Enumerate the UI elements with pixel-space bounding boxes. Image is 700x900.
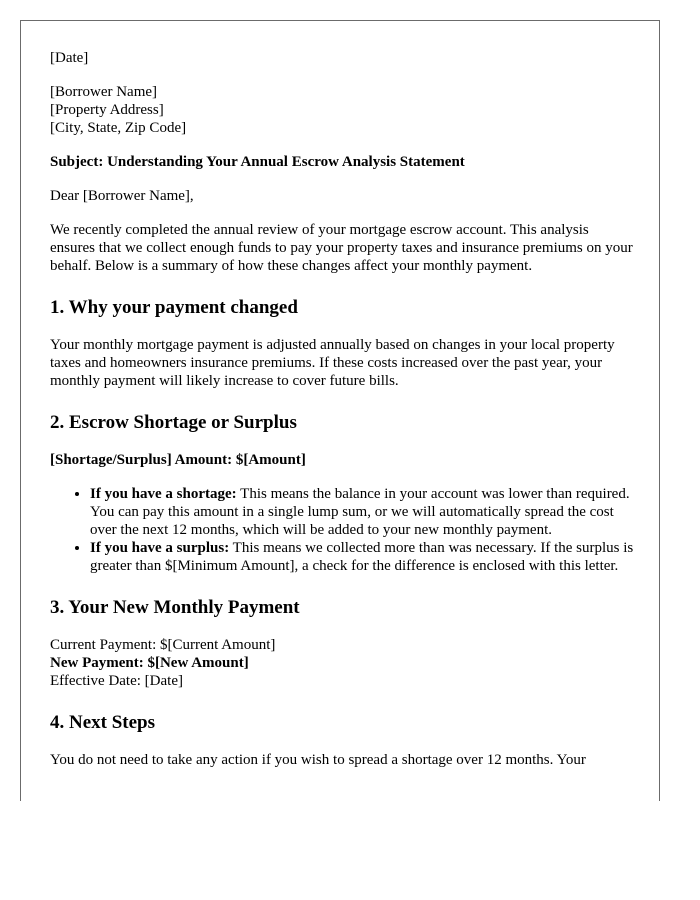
shortage-lead: If you have a shortage: [90, 486, 237, 502]
list-item-shortage [90, 485, 635, 539]
list-item-surplus [90, 539, 635, 575]
recipient-name: [Borrower Name] [50, 84, 158, 100]
new-payment: New Payment: $[New Amount] [50, 655, 249, 671]
recipient-street: [Property Address] [50, 102, 164, 118]
shortage-surplus-list [50, 485, 635, 575]
section-body-next-steps: You do not need to take any action if you wish to spread a shortage over 12 months. Your [50, 752, 586, 768]
current-payment: Current Payment: $[Current Amount] [50, 637, 276, 653]
section-heading-why-changed: 1. Why your payment changed [50, 297, 298, 318]
shortage-surplus-amount: [Shortage/Surplus] Amount: $[Amount] [50, 452, 306, 468]
section-body-why-changed: Your monthly mortgage payment is adjusted annually based on changes in your local property taxes and homeowners insurance premiums. If these costs increased over the past year, your monthly payment will likely increase to cover future bills. [50, 337, 615, 389]
letter-date: [Date] [50, 50, 89, 66]
letter-body [50, 49, 635, 769]
recipient-address [50, 83, 635, 137]
letter-page [20, 20, 660, 801]
letter-greeting: Dear [Borrower Name], [50, 188, 194, 204]
surplus-text: This means we collected more than was necessary. If the surplus is greater than $[Minimum Amount], a check for the difference is enclosed with this letter. [90, 540, 634, 574]
effective-date: Effective Date: [Date] [50, 673, 183, 689]
recipient-city: [City, State, Zip Code] [50, 120, 187, 136]
section-heading-next-steps: 4. Next Steps [50, 712, 156, 733]
surplus-lead: If you have a surplus: [90, 540, 230, 556]
letter-subject: Subject: Understanding Your Annual Escrow Analysis Statement [50, 154, 465, 170]
section-heading-new-payment: 3. Your New Monthly Payment [50, 597, 300, 618]
payment-details [50, 636, 635, 690]
shortage-text: This means the balance in your account was lower than required. You can pay this amount in a single lump sum, or we will automatically spread the cost over the next 12 months, which will be added to your new monthly payment. [90, 486, 630, 538]
intro-paragraph: We recently completed the annual review of your mortgage escrow account. This analysis ensures that we collect enough funds to pay your property taxes and insurance premiums on your behalf. Below is a summary of how these changes affect your monthly payment. [50, 222, 633, 274]
section-heading-shortage-surplus: 2. Escrow Shortage or Surplus [50, 412, 297, 433]
